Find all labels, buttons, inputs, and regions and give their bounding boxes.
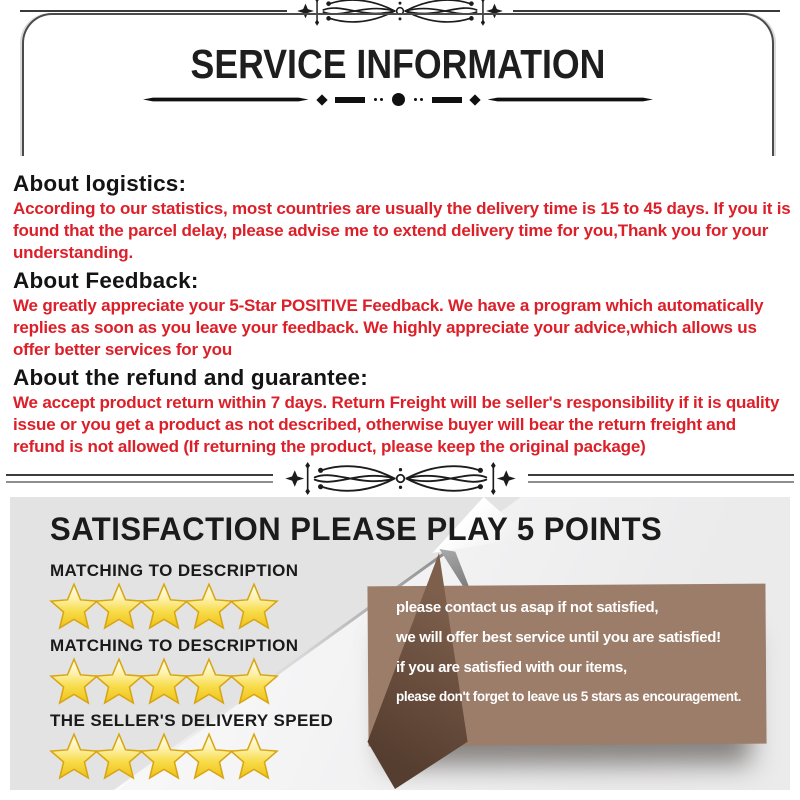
rating-item — [50, 711, 350, 782]
satisfaction-panel — [10, 497, 790, 790]
note-line: we will offer best service until you are satisfied! — [396, 629, 721, 646]
star-row — [47, 657, 350, 707]
star-icon — [227, 732, 281, 782]
flourish-ornament-icon — [283, 455, 518, 502]
divider-line — [513, 10, 780, 12]
section-heading-logistics: About logistics: — [13, 171, 187, 196]
section-heading-refund: About the refund and guarantee: — [13, 365, 368, 390]
star-row — [47, 732, 350, 782]
divider-line — [528, 474, 795, 483]
section-body-feedback: We greatly appreciate your 5-Star POSITIVE Feedback. We have a program which automatically replies as soon as you leave your feedback. We highly appreciate your advice,which allows us offer better services for you — [13, 296, 764, 359]
note-line: please don't forget to leave us 5 stars as encouragement. — [396, 689, 742, 704]
satisfaction-title: SATISFACTION PLEASE PLAY 5 POINTS — [50, 511, 663, 547]
divider-line — [20, 10, 287, 12]
title-underline-ornament — [143, 93, 653, 106]
rating-label: MATCHING TO DESCRIPTION — [50, 636, 299, 655]
service-info-sections — [13, 170, 791, 462]
star-row — [47, 582, 350, 632]
rating-list — [50, 557, 350, 782]
note-line: please contact us asap if not satisfied, — [396, 599, 659, 616]
star-icon — [227, 582, 281, 632]
page-title: SERVICE INFORMATION — [190, 41, 606, 87]
note-line: if you are satisfied with our items, — [396, 659, 627, 676]
middle-divider — [6, 455, 794, 502]
rating-label: THE SELLER'S DELIVERY SPEED — [50, 711, 334, 730]
header-frame — [22, 13, 774, 156]
divider-line — [6, 474, 273, 483]
star-icon — [227, 657, 281, 707]
rating-item — [50, 636, 350, 707]
note-text — [396, 599, 760, 717]
section-body-refund: We accept product return within 7 days. Return Freight will be seller's responsibility if it is quality issue or you get a product as not described, otherwise buyer will bear the return freight and refund is not allowed (If returning the product, please keep the original package) — [13, 393, 780, 456]
section-body-logistics: According to our statistics, most countries are usually the delivery time is 15 to 45 days. If you it is found that the parcel delay, please advise me to extend delivery time for you,Thank you for your understanding. — [13, 199, 791, 262]
rating-label: MATCHING TO DESCRIPTION — [50, 561, 299, 580]
rating-item — [50, 561, 350, 632]
section-heading-feedback: About Feedback: — [13, 268, 199, 293]
